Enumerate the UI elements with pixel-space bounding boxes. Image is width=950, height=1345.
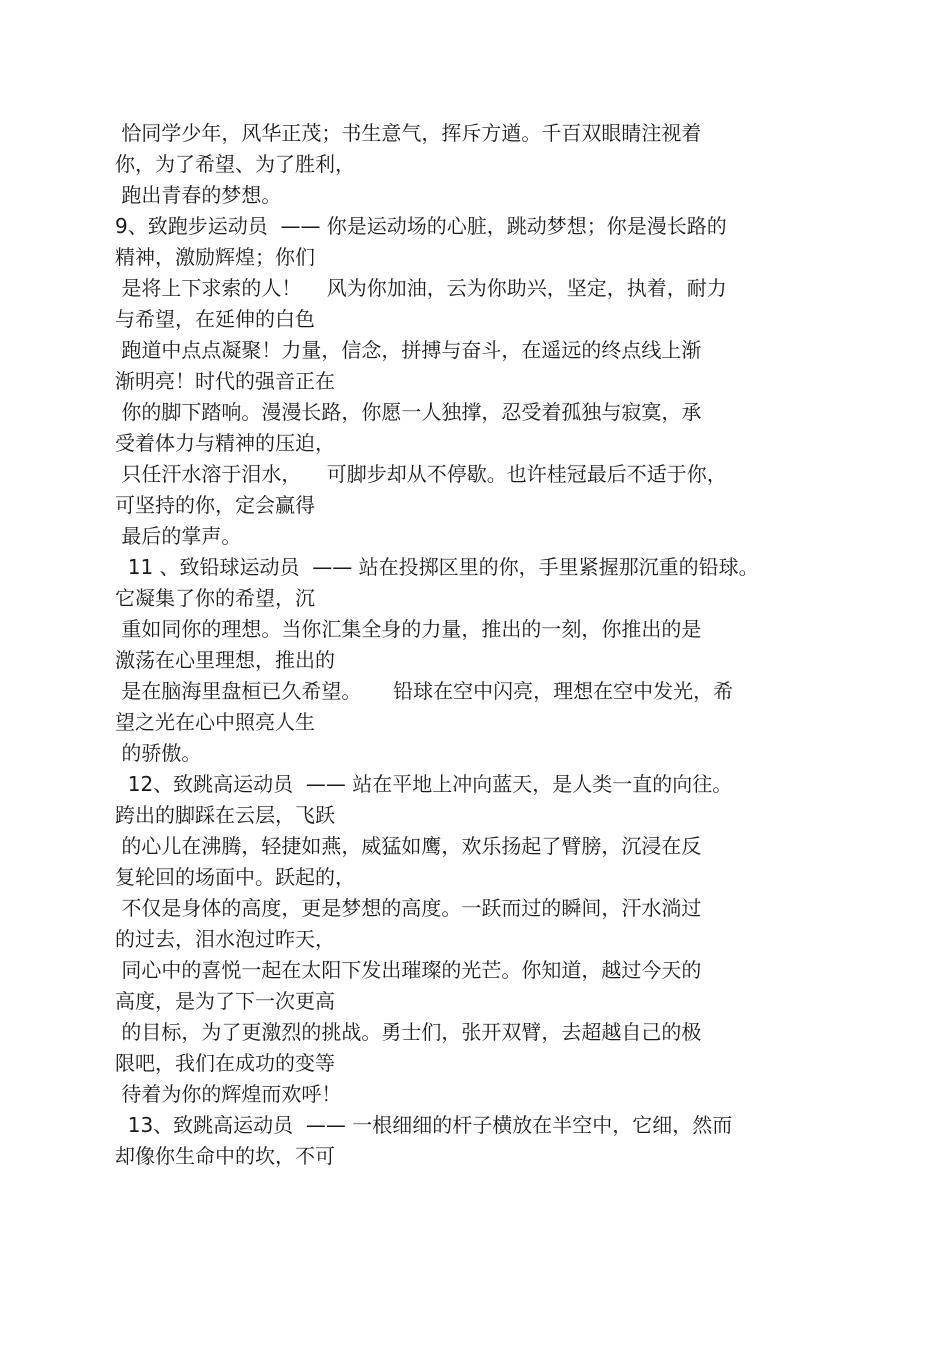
text-line: 却像你生命中的坎，不可 (115, 1144, 335, 1168)
text-line: 跑出青春的梦想。 (115, 183, 282, 207)
text-line: 是将上下求索的人！ 风为你加油，云为你助兴，坚定，执着，耐力 (115, 276, 727, 300)
text-line: 的过去，泪水泡过昨天， (115, 927, 335, 951)
text-line: 12、致跳高运动员 —— 站在平地上冲向蓝天，是人类一直的向往。 (115, 772, 733, 796)
text-line: 高度，是为了下一次更高 (115, 989, 335, 1013)
text-line: 它凝集了你的希望，沉 (115, 586, 315, 610)
text-line: 11 、致铅球运动员 —— 站在投掷区里的你，手里紧握那沉重的铅球。 (115, 555, 759, 579)
text-line: 的心儿在沸腾，轻捷如燕，威猛如鹰，欢乐扬起了臂膀，沉浸在反 (115, 834, 702, 858)
text-line: 恰同学少年，风华正茂；书生意气，挥斥方遒。千百双眼睛注视着 (115, 121, 702, 145)
text-line: 渐明亮！时代的强音正在 (115, 369, 335, 393)
text-line: 望之光在心中照亮人生 (115, 710, 315, 734)
text-line: 不仅是身体的高度，更是梦想的高度。一跃而过的瞬间，汗水淌过 (115, 896, 702, 920)
text-line: 待着为你的辉煌而欢呼！ (115, 1082, 342, 1106)
text-line: 激荡在心里理想，推出的 (115, 648, 335, 672)
text-line: 同心中的喜悦一起在太阳下发出璀璨的光芒。你知道，越过今天的 (115, 958, 702, 982)
text-line: 精神，激励辉煌；你们 (115, 245, 315, 269)
text-line: 重如同你的理想。当你汇集全身的力量，推出的一刻，你推出的是 (115, 617, 702, 641)
text-line: 复轮回的场面中。跃起的， (115, 865, 355, 889)
text-line: 你的脚下踏响。漫漫长路，你愿一人独撑，忍受着孤独与寂寞，承 (115, 400, 702, 424)
text-line: 的骄傲。 (115, 741, 202, 765)
text-line: 只任汗水溶于泪水， 可脚步却从不停歇。也许桂冠最后不适于你， (115, 462, 727, 486)
text-line: 9、致跑步运动员 —— 你是运动场的心脏，跳动梦想；你是漫长路的 (115, 214, 727, 238)
text-line: 的目标，为了更激烈的挑战。勇士们，张开双臂，去超越自己的极 (115, 1020, 702, 1044)
text-line: 与希望，在延伸的白色 (115, 307, 315, 331)
document-body (115, 118, 825, 1172)
text-line: 跨出的脚踩在云层，飞跃 (115, 803, 335, 827)
text-line: 跑道中点点凝聚！力量，信念，拼搏与奋斗，在遥远的终点线上渐 (115, 338, 702, 362)
text-line: 是在脑海里盘桓已久希望。 铅球在空中闪亮，理想在空中发光，希 (115, 679, 734, 703)
text-line: 限吧，我们在成功的变等 (115, 1051, 335, 1075)
text-line: 最后的掌声。 (115, 524, 242, 548)
text-line: 13、致跳高运动员 —— 一根细细的杆子横放在半空中，它细，然而 (115, 1113, 733, 1137)
text-line: 受着体力与精神的压迫， (115, 431, 335, 455)
text-line: 可坚持的你，定会赢得 (115, 493, 315, 517)
text-line: 你，为了希望、为了胜利， (115, 152, 355, 176)
